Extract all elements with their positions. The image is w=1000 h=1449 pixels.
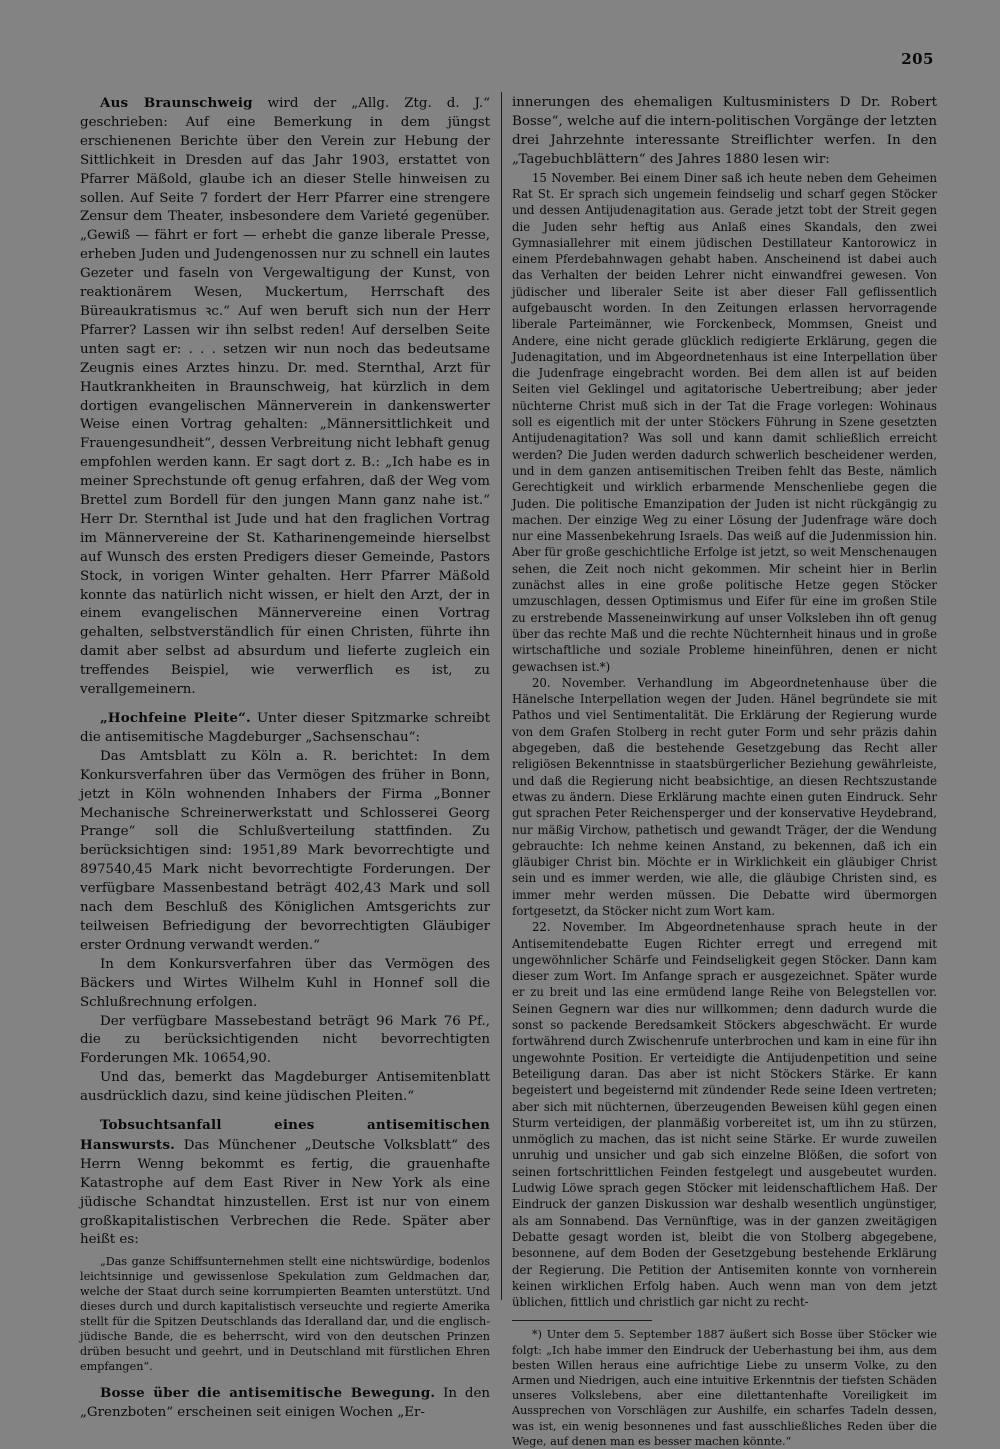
text-bosse-start: In den „Grenzboten“ erscheinen seit einigen Wochen „Er- bbox=[80, 1386, 490, 1421]
diary-entry-20-november: 20. November. Verhandlung im Abgeordnetenhause über die Hänelsche Interpellation wegen der Juden. Hänel begründete sie mit Pathos und viel Sentimentalität. Die Erklärung der Regierung wurde von dem Grafen Stolberg in recht guter Form und sehr präzis dahin abgegeben, daß die bestehende Gesetzgebung das Recht aller religiösen Bekenntnisse in staatsbürgerlicher Beziehung gewährleiste, und daß die Regierung nicht beabsichtige, an diesen Rechtszustande etwas zu ändern. Diese Erklärung machte einen guten Eindruck. Sehr gut sprachen Peter Reichensperger und der konservative Heydebrand, nur mäßig Virchow, pathetisch und gewandt Träger, der die Wendung gebrauchte: Ich nehme keinen Anstand, zu bekennen, daß ich ein gläubiger Christ bin. Möchte er in Wirklichkeit ein gläubiger Christ sein und es immer werden, wie alle, die gläubige Christen sind, es immer mehr werden müssen. Die Debatte wird übermorgen fortgesetzt, da Stöcker nicht zum Wort kam. bbox=[512, 675, 937, 918]
right-column bbox=[512, 94, 937, 1449]
left-column bbox=[80, 94, 490, 1423]
footnote: *) Unter dem 5. September 1887 äußert sich Bosse über Stöcker wie folgt: „Ich habe immer den Eindruck der Ueberhastung bei ihm, aus dem besten Willen heraus eine aufrichtige Liebe zu unserm Volke, zu den Armen und Niedrigen, auch eine intuitive Erkenntnis der tiefsten Schäden unseres Volkslebens, aber eine dilettantenhafte Voreiligkeit im Aussprechen von Vorschlägen zur Aushilfe, ein scharfes Tadeln dessen, was ist, ein wenig besonnenes und fast ausschließliches Reden über die Wege, auf denen man es besser machen könnte.“ bbox=[512, 1328, 937, 1448]
text-tobsuchtsanfall: Das Münchener „Deutsche Volksblatt“ des Herrn Wenng bekommt es fertig, die grauenhafte Katastrophe auf dem East River in New York als eine jüdische Schandtat hinzustellen. Erst ist nur von einem großkapitalistischen Verbrechen die Rede. Später aber heißt es: bbox=[80, 1137, 490, 1248]
diary-entry-15-november: 15 November. Bei einem Diner saß ich heute neben dem Geheimen Rat St. Er sprach sich ungemein feindselig und scharf gegen Stöcker und dessen Antijudenagitation aus. Gerade jetzt tobt der Streit gegen die Juden sehr heftig aus Anlaß eines Skandals, den zwei Gymnasiallehrer mit einem jüdischen Destillateur Kantorowicz in einem Pferdebahnwagen gehabt haben. Anscheinend ist dabei auch das Verhalten der beiden Lehrer nicht einwandfrei gewesen. Von jüdischer und liberaler Seite ist aber dieser Fall geflissentlich aufgebauscht worden. In den Zeitungen erlassen hervorragende liberale Parteimänner, wie Forckenbeck, Mommsen, Gneist und Andere, eine nicht gerade glücklich redigierte Erklärung, gegen die Judenagitation, und im Abgeordnetenhaus ist eine Interpellation über die Judenfrage eingebracht worden. Bei dem allen ist auf beiden Seiten viel Geklingel und agitatorische Uebertreibung; aber jeder nüchterne Christ muß sich in der Tat die Frage vorlegen: Wohinaus soll es eigentlich mit der unter Stöckers Führung in Szene gesetzten Antijudenagitation? Was soll und kann damit schließlich erreicht werden? Die Juden werden dadurch schwerlich bescheidener werden, und in dem ganzen antisemitischen Treiben fehlt das Beste, nämlich Gerechtigkeit und wirklich erbarmende Menschenliebe gegen die Juden. Die politische Emanzipation der Juden ist nicht rückgängig zu machen. Der einzige Weg zu einer Lösung der Judenfrage wäre doch nur eine Massenbekehrung Israels. Das weiß auf die Judenmission hin. Aber für große geschichtliche Erfolge ist jetzt, so weit Menschenaugen sehen, die Zeit noch nicht gekommen. Mir scheint hier in Berlin zunächst alles in eine große politische Hetze gegen Stöcker umzuschlagen, dessen Optimismus und Eifer für eine im großen Stile zu erstrebende Masseneinwirkung auf unser Volksleben ihn oft genug über das rechte Maß und die rechte Nüchternheit hinaus und in große wirtschaftliche und soziale Probleme hineinführen, denen er nicht gewachsen ist.*) bbox=[512, 170, 937, 674]
text-braunschweig: wird der „Allg. Ztg. d. J.“ geschrieben: Auf eine Bemerkung in dem jüngst erschienenen Berichte über den Verein zur Hebung der Sittlichkeit in Dresden auf das Jahr 1903, erstattet von Pfarrer Mäßold, glaube ich an dieser Stelle hinweisen zu sollen. Auf Seite 7 fordert der Herr Pfarrer eine strengere Zensur dem Theater, insbesondere dem Varieté gegenüber. „Gewiß — fährt er fort — erhebt die ganze liberale Presse, erheben Juden und Judengenossen nur zu schnell ein lautes Gezeter und faseln von Vergewaltigung der Kunst, von reaktionärem Wesen, Muckertum, Herrschaft des Büreaukratismus ꝛc.“ Auf wen beruft sich nun der Herr Pfarrer? Lassen wir ihn selbst reden! Auf derselben Seite unten sagt er: . . . setzen wir nun noch das bedeutsame Zeugnis eines Arztes hinzu. Dr. med. Sternthal, Arzt für Hautkrankheiten in Braunschweig, hat kürzlich in dem dortigen evangelischen Männerverein in dankenswerter Weise einen Vortrag gehalten: „Männersittlichkeit und Frauengesundheit“, dessen Verbreitung nicht lebhaft genug empfohlen werden kann. Er sagt dort z. B.: „Ich habe es in meiner Sprechstunde oft genug erfahren, daß der Weg vom Brettel zum Bordell für den jungen Mann ganz nahe ist.“ Herr Dr. Sternthal ist Jude und hat den fraglichen Vortrag im Männervereine der St. Katharinengemeinde hierselbst auf Wunsch des ersten Predigers dieser Gemeinde, Pastors Stock, in vorigen Winter gehalten. Herr Pfarrer Mäßold konnte das natürlich nicht wissen, er hielt den Arzt, der in einem evangelischen Männervereine einen Vortrag gehalten, selbstverständlich für einen Christen, führte ihn damit aber selbst ad absurdum und lieferte zugleich ein treffendes Beispiel, wie verwerflich es ist, zu verallgemeinern. bbox=[80, 96, 490, 698]
headline-braunschweig: Aus Braunschweig bbox=[100, 95, 253, 111]
quote-volksblatt: „Das ganze Schiffsunternehmen stellt eine nichtswürdige, bodenlos leichtsinnige und gewissenlose Spekulation zum Geldmachen dar, welche der Staat durch seine korrumpierten Beamten unterstützt. Und dieses durch und durch kapitalistisch verseuchte und regierte Amerika stellt für die Spitzen Deutschlands das Ideralland dar, und die englisch-jüdische Bande, die es beherrscht, wird von den deutschen Prinzen drüben besucht und geehrt, und in Deutschland mit fürstlichen Ehren empfangen“. bbox=[80, 1255, 490, 1374]
article-bosse bbox=[80, 1384, 490, 1423]
page-number: 205 bbox=[901, 50, 934, 68]
text-pleite-intro: Unter dieser Spitzmarke schreibt die antisemitische Magdeburger „Sachsenschau“: bbox=[80, 711, 490, 745]
pleite-paragraph-3: Der verfügbare Massebestand beträgt 96 Mark 76 Pf., die zu berücksichtigenden nicht bevorrechtigten Forderungen Mk. 10654,90. bbox=[80, 1013, 490, 1067]
diary-entry-22-november: 22. November. Im Abgeordnetenhause sprach heute in der Antisemitendebatte Eugen Richter erregt und erregend mit ungewöhnlicher Schärfe und Feindseligkeit gegen Stöcker. Dann kam dieser zum Wort. Im Anfange sprach er ausgezeichnet. Später wurde er zu breit und las eine ermüdend lange Reihe von Belegstellen vor. Seinen Gegnern war dies nur willkommen; denn dadurch wurde die sonst so packende Beredsamkeit Stöckers abgeschwächt. Er wurde fortwährend durch Zwischenrufe unterbrochen und kam in eine für ihn ungewohnte Position. Er verteidigte die Antijudenpetition und seine Beteiligung daran. Das aber ist nicht Stöckers Stärke. Er kann begeistert und begeisternd mit zündender Rede seine Ideen vertreten; aber sich mit nüchternen, überzeugenden Beweisen kühl gegen einen Sturm verteidigen, der planmäßig vorbereitet ist, um ihn zu stürzen, unmöglich zu machen, das ist nicht seine Stärke. Er wurde zuweilen unruhig und unsicher und gab sich einzelne Blößen, die sofort von seinen fortschrittlichen Feinden festgelegt und ausgebeutet wurden. Ludwig Löwe sprach gegen Stöcker mit leidenschaftlichem Haß. Der Eindruck der ganzen Diskussion war deshalb wesentlich ungünstiger, als am Sonnabend. Das Vernünftige, was in der ganzen zweitägigen Debatte gesagt worden ist, bleibt die von Stolberg abgegebene, besonnene, auf dem Boden der Gesetzgebung bestehende Erklärung der Regierung. Die Petition der Antisemiten konnte von vornherein keinen wirklichen Erfolg haben. Auch wenn man von dem jetzt üblichen, fittlich und christlich gar nicht zu recht- bbox=[512, 920, 937, 1310]
footnote-rule bbox=[512, 1320, 652, 1321]
headline-tobsuchtsanfall: Tobsuchtsanfall eines antisemitischen Hanswursts. bbox=[80, 1117, 490, 1153]
pleite-paragraph-1: Das Amtsblatt zu Köln a. R. berichtet: In dem Konkursverfahren über das Vermögen des früher in Bonn, jetzt in Köln wohnenden Inhabers der Firma „Bonner Mechanische Schreinerwerkstatt und Schlosserei Georg Prange“ soll die Schlußverteilung stattfinden. Zu berücksichtigen sind: 1951,89 Mark bevorrechtigte und 897540,45 Mark nicht bevorrechtigte Forderungen. Der verfügbare Massenbestand beträgt 402,43 Mark und soll nach dem Beschluß des Königlichen Amtsgerichts zur teilweisen Befriedigung der bevorrechtigten Gläubiger erster Ordnung verwandt werden.“ bbox=[80, 748, 490, 953]
pleite-paragraph-4: Und das, bemerkt das Magdeburger Antisemitenblatt ausdrücklich dazu, sind keine jüdischen Pleiten.“ bbox=[80, 1070, 490, 1105]
headline-bosse: Bosse über die antisemitische Bewegung. bbox=[100, 1385, 436, 1402]
pleite-paragraph-2: In dem Konkursverfahren über das Vermögen des Bäckers und Wirtes Wilhelm Kuhl in Honnef soll die Schlußrechnung erfolgen. bbox=[80, 956, 490, 1010]
column-divider bbox=[501, 92, 502, 1300]
article-braunschweig bbox=[80, 94, 490, 700]
headline-pleite: „Hochfeine Pleite“. bbox=[100, 710, 251, 726]
article-tobsuchtsanfall bbox=[80, 1116, 490, 1250]
article-pleite bbox=[80, 709, 490, 748]
bosse-continuation: innerungen des ehemaligen Kultusministers D Dr. Robert Bosse“, welche auf die intern-politischen Vorgänge der letzten drei Jahrzehnte interessante Streiflichter werfen. In den „Tagebuchblättern“ des Jahres 1880 lesen wir: bbox=[512, 95, 937, 167]
